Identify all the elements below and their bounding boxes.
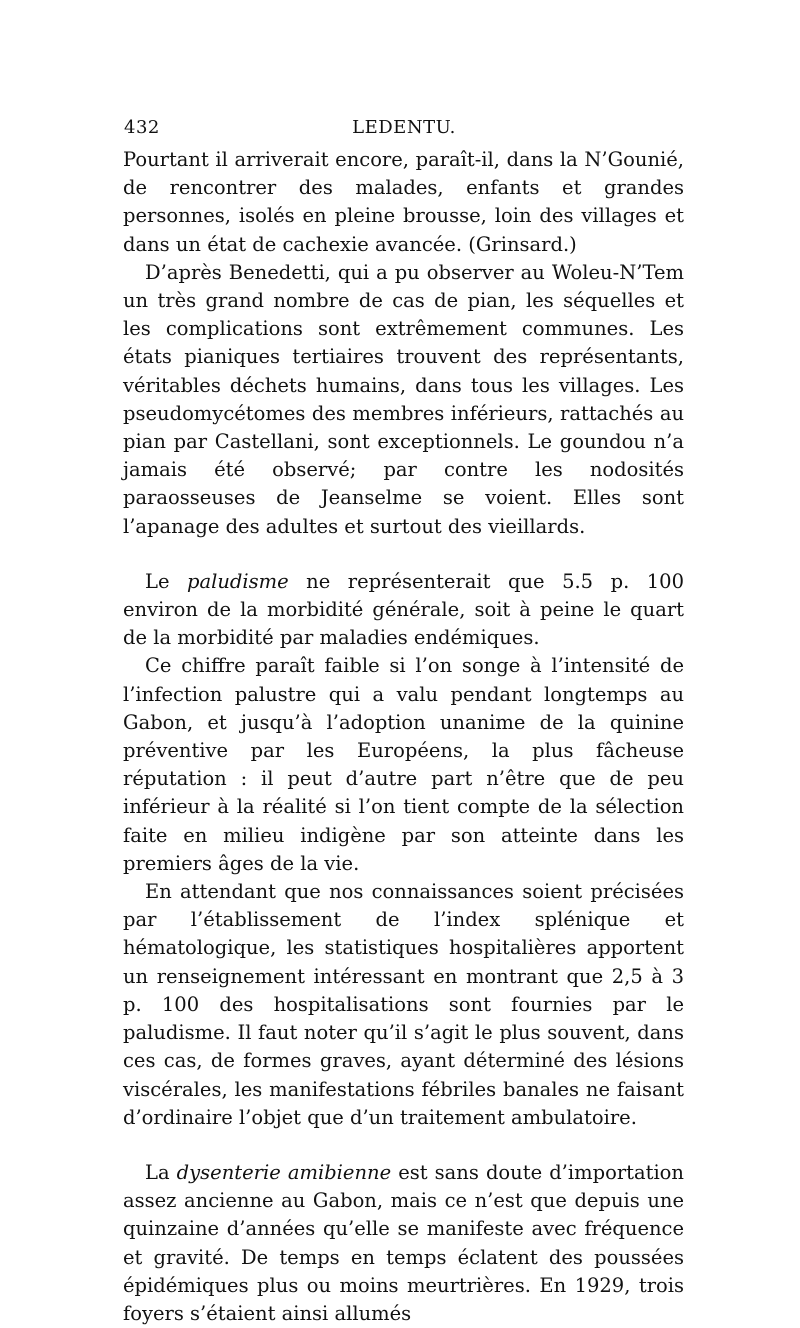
term-dysenterie: dysenterie amibienne xyxy=(176,1160,392,1184)
page-header xyxy=(124,117,684,141)
body-text xyxy=(123,146,684,1328)
paragraph-lead: La xyxy=(145,1160,177,1184)
paragraph-benedetti: D’après Benedetti, qui a pu observer au Woleu-N’Tem un très grand nombre de cas de pian, les séquelles et les complications sont extrêmement communes. Les états pianiques tertiaires trouvent des représentants, véritables déchets humains, dans tous les villages. Les pseudomycétomes des membres inférieurs, rattachés au pian par Castellani, sont exceptionnels. Le goundou n’a jamais été observé; par contre les nodosités paraosseuses de Jeanselme se voient. Elles sont l’apanage des adultes et surtout des vieillards. xyxy=(123,260,684,538)
paragraph-chiffre: Ce chiffre paraît faible si l’on songe à l’intensité de l’infection palustre qui a valu pendant longtemps au Gabon, et jusqu’à l’adoption unanime de la quinine préventive par les Européens, la plus fâcheuse réputation : il peut d’autre part n’être que de peu inférieur à la réalité si l’on tient compte de la sélection faite en milieu indigène par son atteinte dans les premiers âges de la vie. xyxy=(123,654,684,875)
paragraph-lead: Le xyxy=(145,569,187,593)
paragraph-body: est sans doute d’importation assez ancienne au Gabon, mais ce n’est que depuis une quinzaine d’années qu’elle se manifeste avec fréquence et gravité. De temps en temps éclatent des poussées épidémiques plus ou moins meurtrières. En 1929, trois foyers s’étaient ainsi allumés xyxy=(123,1160,684,1325)
term-paludisme: paludisme xyxy=(187,569,289,593)
paragraph-brousse: Pourtant il arriverait encore, paraît-il, dans la N’Gounié, de rencontrer des malades, enfants et grandes personnes, isolés en pleine brousse, loin des villages et dans un état de cachexie avancée. (Grinsard.) xyxy=(123,148,684,256)
paragraph-dysenterie xyxy=(123,1159,684,1328)
running-title: LEDENTU. xyxy=(352,117,456,138)
paragraph-statistiques: En attendant que nos connaissances soient précisées par l’établissement de l’index splénique et hématologique, les statistiques hospitalières apportent un renseignement intéressant en montrant que 2,5 à 3 p. 100 des hospitalisations sont fournies par le paludisme. Il faut noter qu’il s’agit le plus souvent, dans ces cas, de formes graves, ayant déterminé des lésions viscérales, les manifestations fébriles banales ne faisant d’ordinaire l’objet que d’un traitement ambulatoire. xyxy=(123,880,684,1129)
page-number: 432 xyxy=(124,117,160,138)
paragraph-paludisme xyxy=(123,568,684,653)
paragraph-body: ne représenterait que 5.5 p. 100 environ de la morbidité générale, soit à peine le quart de la morbidité par maladies endémiques. xyxy=(123,569,684,650)
